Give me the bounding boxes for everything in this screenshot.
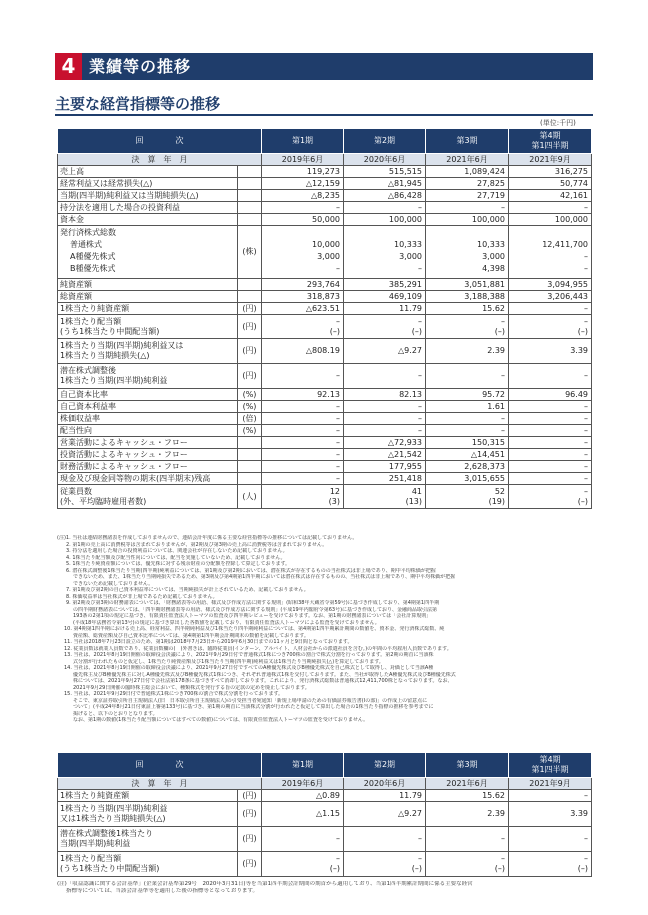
period-4 <box>509 129 592 154</box>
table-cell: △8,235 <box>262 190 344 202</box>
table-cell: (人) <box>238 485 262 509</box>
note-line: 12. 従業員数は就業人員数であり、従業員数欄の( )外書きは、臨時従業員(インターン、アルバイト、人材会社からの派遣社員を含む。)の年間の平均雇用人員数であります。 <box>64 645 452 652</box>
table-row <box>58 291 592 303</box>
table-cell: – <box>426 425 509 437</box>
table-row <box>58 202 592 214</box>
table-cell: 27,719 <box>426 190 509 202</box>
table-cell: 10,000 <box>312 240 340 249</box>
table-cell: 10,333 <box>477 240 505 249</box>
table-row <box>58 449 592 461</box>
table-cell: 469,109 <box>344 291 426 303</box>
table-cell: – <box>262 202 344 214</box>
note-line: 2. 第1期の売上高に消費税等は含まれておりませんが、第2期及び第3期の売上高に消費税等は含まれておりません。 <box>66 541 328 548</box>
period-label: 回 次 <box>58 129 262 154</box>
table-cell: – <box>426 202 509 214</box>
table-cell: B種優先株式 <box>70 264 116 273</box>
notes <box>57 535 593 724</box>
table-cell <box>238 291 262 303</box>
table-cell: △808.19 <box>262 339 344 364</box>
table-cell: – <box>509 473 592 485</box>
note-line: ついて」(平成24年8月21日付東証上審第133号)に基づき、第1期の期首に当該株式分割が行われたと仮定して算出した場合の1株当たり指標の推移を参考までに <box>73 704 434 710</box>
table-cell: △1.15 <box>262 802 344 827</box>
table-cell: 100,000 <box>426 214 509 226</box>
table-cell: 92.13 <box>262 389 344 401</box>
note-line: 5. 1株当たり純資産額については、優先株に対する残余財産の分配額を控除して算定しております。 <box>66 561 291 567</box>
table-cell: 営業活動によるキャッシュ・フロー <box>58 437 238 449</box>
table-cell: (円) <box>238 303 262 315</box>
fiscal-4: 2021年9月 <box>509 778 592 790</box>
note-line: 6. 潜在株式調整後1株当たり当期(四半期)純利益については、第1期及び第2期においては、潜在株式が存在するものの当社株式は非上場であり、期中平均株価が把握 <box>66 567 436 574</box>
table-cell: △81,945 <box>344 178 426 190</box>
table-cell: 持分法を適用した場合の投資利益 <box>58 202 238 214</box>
table-cell: (–) <box>577 496 588 506</box>
note-line: 資産額、総資産額及び自己資本比率については、第4期第1四半期会計期間末の数値を記載しております。 <box>73 632 309 639</box>
table-cell: – <box>584 486 588 496</box>
period-2: 第2期 <box>344 753 426 778</box>
table-cell: (–) <box>494 326 505 336</box>
table-cell: 潜在株式調整後 <box>60 366 116 375</box>
table-cell: 150,315 <box>426 437 509 449</box>
table-cell: 15.62 <box>426 303 509 315</box>
table-cell: 自己資本比率 <box>58 389 238 401</box>
table-cell: – <box>262 473 344 485</box>
section-title: 業績等の推移 <box>89 57 192 76</box>
table-cell: (–) <box>494 864 505 873</box>
subtitle: 主要な経営指標等の推移 <box>55 95 221 113</box>
table-cell: – <box>509 425 592 437</box>
period-1: 第1期 <box>262 129 344 154</box>
table-cell: 3.39 <box>509 339 592 364</box>
table-row-eps <box>58 339 592 364</box>
fiscal-label: 決 算 年 月 <box>58 154 262 166</box>
table-cell: △21,542 <box>344 449 426 461</box>
footnote-line: (注)「収益認識に関する会計基準」(企業会計基準第29号 2020年3月31日)等を当第1四半期会計期間の期首から適用しており、当第1四半期累計期間に係る主要な経営 <box>57 881 473 887</box>
table-cell: 1,089,424 <box>426 166 509 178</box>
table-cell: 27,825 <box>426 178 509 190</box>
table-cell <box>238 178 262 190</box>
note-line: 株については、2021年9月27日付で会社法第178条に基づきすべて消却しております。これにより、発行済株式総数は普通株式12,411,700株となっております。なお、 <box>73 678 453 684</box>
table-cell: 96.49 <box>509 389 592 401</box>
subtitle-underline <box>55 114 593 116</box>
table-cell: – <box>509 413 592 425</box>
table-cell: 318,873 <box>262 291 344 303</box>
table-cell: △12,159 <box>262 178 344 190</box>
note-line: 優先株主及びB種優先株主に対しA種優先株式及びB種優先株式1株につき、それぞれ普通株式1株を交付しております。また、当社が取得したA種優先株式及びB種優先株式 <box>73 671 456 678</box>
note-line: できないため記載しておりません。 <box>73 580 154 587</box>
table-cell: – <box>344 425 426 437</box>
table-cell: 515,515 <box>344 166 426 178</box>
table-cell: 売上高 <box>58 166 238 178</box>
table-cell: 又は1株当たり当期純損失(△) <box>60 814 166 823</box>
table-row-shares <box>58 226 592 279</box>
table-cell: (株) <box>238 226 262 279</box>
table-cell <box>58 485 238 509</box>
table-cell: – <box>262 461 344 473</box>
fiscal-1: 2019年6月 <box>262 778 344 790</box>
table-cell: 2.39 <box>426 802 509 827</box>
table-cell: 第1四半期 <box>531 141 569 150</box>
table-cell: 経常利益又は経常損失(△) <box>58 178 238 190</box>
note-line: 4. 1株当たり配当額及び配当性向については、配当を実施していないため、記載しておりません。 <box>66 554 286 561</box>
table-cell <box>238 437 262 449</box>
table-cell: (うち1株当たり中間配当額) <box>60 864 160 873</box>
table-cell: 1株当たり当期(四半期)純利益 <box>60 376 168 385</box>
table-cell: △14,451 <box>426 449 509 461</box>
table-cell: 1.61 <box>426 401 509 413</box>
table-cell: (円) <box>238 339 262 364</box>
table-cell <box>238 449 262 461</box>
table-cell: – <box>262 364 344 389</box>
table-row <box>58 473 592 485</box>
note-line: (平成18年法務省令第13号)の規定に基づき算出した各数値を記載しており、有限責任監査法人トーマツによる監査を受けておりません。 <box>73 619 380 626</box>
table-cell: – <box>584 264 588 273</box>
table-cell: 95.72 <box>426 389 509 401</box>
table-cell <box>509 852 592 877</box>
table-row <box>58 790 592 802</box>
table-cell: 3,094,955 <box>509 279 592 291</box>
table-cell: 82.13 <box>344 389 426 401</box>
note-line: の四半期財務諸表については、「四半期財務諸表等の用語、様式及び作成方法に関する規則」(平成19年内閣府令第63号)に基づき作成しており、金融商品取引法第 <box>73 606 438 613</box>
table-row-diluted-eps <box>58 827 592 852</box>
table-cell <box>238 473 262 485</box>
table-cell: (–) <box>329 864 340 873</box>
table-cell: △623.51 <box>262 303 344 315</box>
per-share-table <box>57 752 592 877</box>
table-cell: 15.62 <box>426 790 509 802</box>
table-cell: 251,418 <box>344 473 426 485</box>
table-row <box>58 461 592 473</box>
table-cell: – <box>501 854 505 863</box>
note-line: 8. 株価収益率は当社株式が非上場であるため記載しておりません。 <box>66 593 218 600</box>
table-cell: △72,933 <box>344 437 426 449</box>
table-cell: 119,273 <box>262 166 344 178</box>
table-cell: – <box>426 413 509 425</box>
section-number: 4 <box>55 53 82 80</box>
table-cell: 純資産額 <box>58 279 238 291</box>
table-cell: 12,411,700 <box>542 240 588 249</box>
table-cell: 3,206,443 <box>509 291 592 303</box>
note-line: なお、第1期の数値(1株当たり配当額についてはすべての数値)については、有限責任監査法人トーマツの監査を受けておりません。 <box>73 717 369 723</box>
table-cell: 潜在株式調整後1株当たり <box>60 829 154 838</box>
table-cell: – <box>336 316 340 326</box>
note-line: できないため、また、1株当たり当期純損失であるため、第3期及び第4期第1四半期においては潜在株式は存在するものの、当社株式は非上場であり、期中平均株価が把握 <box>73 574 456 580</box>
table-cell: – <box>509 449 592 461</box>
table-cell: 当期(四半期)純利益 <box>60 839 131 848</box>
table-cell: 3,000 <box>317 252 340 261</box>
table-cell: – <box>336 264 340 273</box>
table-cell: 1株当たり純資産額 <box>58 303 238 315</box>
table-cell: 11.79 <box>344 790 426 802</box>
table-header-row <box>58 778 592 790</box>
table-cell: 1株当たり当期(四半期)純利益又は <box>60 341 184 350</box>
table-cell: – <box>584 252 588 261</box>
fiscal-3: 2021年6月 <box>426 154 509 166</box>
table-cell: – <box>344 202 426 214</box>
fiscal-3: 2021年6月 <box>426 778 509 790</box>
table-cell: (13) <box>405 496 422 506</box>
table-cell <box>58 827 238 852</box>
table-cell: (倍) <box>238 413 262 425</box>
table-cell: 2,628,373 <box>426 461 509 473</box>
table-cell: – <box>509 437 592 449</box>
fiscal-2: 2020年6月 <box>344 154 426 166</box>
table-cell: (円) <box>238 315 262 339</box>
note-line: 2021年9月29日開催の臨時株主総会において、種類株式を発行する旨の定款の定めを廃止しております。 <box>73 684 310 691</box>
table-cell: – <box>501 316 505 326</box>
table-cell: – <box>418 854 422 863</box>
table-cell: (%) <box>238 401 262 413</box>
table-row <box>58 413 592 425</box>
table-cell <box>58 852 238 877</box>
table-cell: 3,000 <box>399 252 422 261</box>
table-cell <box>262 485 344 509</box>
table-cell: – <box>344 401 426 413</box>
table-cell <box>238 166 262 178</box>
table-cell: 2.39 <box>426 339 509 364</box>
table-cell: – <box>584 316 588 326</box>
table-row <box>58 389 592 401</box>
footnote-line: 指標等については、当該会計基準等を適用した後の指標等となっております。 <box>66 888 258 894</box>
unit-note: (単位:千円) <box>540 119 576 127</box>
table-cell: 3,051,881 <box>426 279 509 291</box>
table-cell: 第4期 <box>539 755 561 764</box>
table-cell: △86,428 <box>344 190 426 202</box>
table-cell <box>262 226 344 279</box>
note-line: 10. 第4期第1四半期における売上高、経常利益、四半期純利益及び1株当たり四半期純利益については、第4期第1四半期累計期間の数値を、資本金、発行済株式総数、純 <box>64 626 445 632</box>
table-cell: – <box>344 827 426 852</box>
table-cell: 自己資本利益率 <box>58 401 238 413</box>
table-cell <box>426 852 509 877</box>
table-cell: 1株当たり当期(四半期)純利益 <box>60 804 168 813</box>
table-cell: 3,188,388 <box>426 291 509 303</box>
table-cell: (円) <box>238 790 262 802</box>
table-cell: (–) <box>411 326 422 336</box>
table-cell: – <box>336 854 340 863</box>
table-row <box>58 401 592 413</box>
note-line: 3. 持分法を適用した場合の投資利益については、関連会社が存在しないため記載しておりません。 <box>66 548 288 554</box>
table-cell: (円) <box>238 364 262 389</box>
table-cell <box>344 852 426 877</box>
table-header-row <box>58 753 592 778</box>
table-row <box>58 166 592 178</box>
table-cell: (19) <box>488 496 505 506</box>
table-cell <box>426 315 509 339</box>
section-header <box>55 53 593 80</box>
table-cell <box>262 315 344 339</box>
table-cell: (円) <box>238 802 262 827</box>
table-row-dividend <box>58 315 592 339</box>
table-cell: – <box>262 401 344 413</box>
table-cell <box>509 226 592 279</box>
table-cell <box>509 315 592 339</box>
table-cell: △0.89 <box>262 790 344 802</box>
indicators-table <box>57 128 592 509</box>
table-cell: – <box>262 437 344 449</box>
table-cell: 42,161 <box>509 190 592 202</box>
table-cell: (外、平均臨時雇用者数) <box>60 496 147 506</box>
note-line: 掲げると、以下のとおりとなります。 <box>73 710 158 717</box>
table-cell: (うち1株当たり中間配当額) <box>60 326 160 336</box>
table-cell: 100,000 <box>344 214 426 226</box>
note-line: 式分割が行われたものと仮定し、1株当たり純資産額及び1株当たり当期(四半期)純利益又は1株当たり当期純損失(△)を算定しております。 <box>73 658 384 665</box>
table-row-dividend <box>58 852 592 877</box>
table-cell: – <box>509 827 592 852</box>
table-cell: 配当性向 <box>58 425 238 437</box>
table-cell: 100,000 <box>509 214 592 226</box>
table-cell <box>238 214 262 226</box>
table-cell <box>426 226 509 279</box>
table-cell: 50,774 <box>509 178 592 190</box>
note-line: 11. 当社は2018年7月23日設立のため、第1期は2018年7月23日から2019年6月30日までの11ヶ月と9日間となっております。 <box>64 639 353 645</box>
table-cell: 普通株式 <box>70 240 102 249</box>
table-cell: 第4期 <box>539 131 561 140</box>
table-cell: – <box>509 303 592 315</box>
period-1: 第1期 <box>262 753 344 778</box>
table-cell <box>344 485 426 509</box>
table-cell <box>58 315 238 339</box>
note-line: 13. 当社は、2021年8月19日開催の取締役会決議により、2021年9月29日付で普通株式1株につき700株の割合で株式分割を行っております。第2期の期首に当該株 <box>64 652 434 658</box>
table-row <box>58 425 592 437</box>
table-cell <box>509 485 592 509</box>
table-row <box>58 190 592 202</box>
table-row <box>58 214 592 226</box>
table-cell: (%) <box>238 389 262 401</box>
table-cell: 293,764 <box>262 279 344 291</box>
table-header-row <box>58 154 592 166</box>
table-cell: (%) <box>238 425 262 437</box>
table-cell: (3) <box>328 496 340 506</box>
table-cell: 総資産額 <box>58 291 238 303</box>
table-cell: 12 <box>329 486 340 496</box>
table-cell: – <box>344 413 426 425</box>
table-row <box>58 303 592 315</box>
table-cell <box>238 279 262 291</box>
table-cell: A種優先株式 <box>70 252 116 261</box>
table-cell: – <box>426 364 509 389</box>
table-cell: – <box>509 790 592 802</box>
table-cell: – <box>344 364 426 389</box>
fiscal-4: 2021年9月 <box>509 154 592 166</box>
table-cell: – <box>262 413 344 425</box>
table-cell: 3.39 <box>509 802 592 827</box>
period-4 <box>509 753 592 778</box>
table-cell: (–) <box>329 326 340 336</box>
table-cell: 52 <box>494 486 505 496</box>
footnote <box>57 881 593 895</box>
table-cell: 投資活動によるキャッシュ・フロー <box>58 449 238 461</box>
table-cell: – <box>262 827 344 852</box>
period-3: 第3期 <box>426 753 509 778</box>
table-cell: – <box>262 449 344 461</box>
table-cell: 発行済株式総数 <box>60 228 116 237</box>
period-3: 第3期 <box>426 129 509 154</box>
table-cell: 当期(四半期)純利益又は当期純損失(△) <box>58 190 238 202</box>
table-cell: 10,333 <box>394 240 422 249</box>
table-cell: 従業員数 <box>60 486 92 496</box>
table-row-eps <box>58 802 592 827</box>
table-cell <box>58 802 238 827</box>
table-cell <box>238 202 262 214</box>
note-line: 15. 当社は、2021年9月29日付で普通株式1株につき700株の割合で株式分割を行っております。 <box>64 691 284 697</box>
table-cell: 316,275 <box>509 166 592 178</box>
table-cell: 177,955 <box>344 461 426 473</box>
table-cell: – <box>509 461 592 473</box>
table-cell <box>238 190 262 202</box>
table-cell: – <box>584 854 588 863</box>
table-cell: (–) <box>577 326 588 336</box>
table-cell: 50,000 <box>262 214 344 226</box>
table-row-employees <box>58 485 592 509</box>
table-cell: – <box>426 827 509 852</box>
table-cell: – <box>509 202 592 214</box>
table-cell: – <box>509 364 592 389</box>
table-cell: 11.79 <box>344 303 426 315</box>
table-cell: (円) <box>238 852 262 877</box>
table-cell: 第1四半期 <box>531 765 569 774</box>
table-cell: – <box>509 401 592 413</box>
table-cell <box>58 364 238 389</box>
table-cell: 385,291 <box>344 279 426 291</box>
table-cell: – <box>418 316 422 326</box>
table-cell: △9.27 <box>344 802 426 827</box>
table-cell <box>58 339 238 364</box>
note-line: 9. 第2期及び第3期の財務諸表については、「財務諸表等の用語、様式及び作成方法に関する規則」(昭和38年大蔵省令第59号)に基づき作成しており、第4期第1四半期 <box>66 600 440 606</box>
fiscal-2: 2020年6月 <box>344 778 426 790</box>
period-label: 回 次 <box>58 753 262 778</box>
table-row <box>58 279 592 291</box>
table-row <box>58 178 592 190</box>
table-cell: – <box>418 264 422 273</box>
note-line: そこで、東京証券取引所自主規制法人(旧 日本取引所自主規制法人)の引受担当者宛通知「新規上場申請のための有価証券報告書(Ⅰの部)」の作成上の留意点に <box>73 697 428 704</box>
table-cell: 1株当たり配当額 <box>60 316 122 326</box>
table-cell: (–) <box>577 864 588 873</box>
fiscal-1: 2019年6月 <box>262 154 344 166</box>
table-cell: 株価収益率 <box>58 413 238 425</box>
table-cell: – <box>262 425 344 437</box>
table-cell: 1株当たり純資産額 <box>58 790 238 802</box>
fiscal-label: 決 算 年 月 <box>58 778 262 790</box>
table-cell: 4,398 <box>482 264 505 273</box>
note-line: 7. 第1期及び第2期の自己資本利益率については、当期純損失が計上されているため、記載しておりません。 <box>66 587 309 593</box>
table-cell: △9.27 <box>344 339 426 364</box>
table-cell: 資本金 <box>58 214 238 226</box>
table-header-row <box>58 129 592 154</box>
table-cell: 現金及び現金同等物の期末(四半期末)残高 <box>58 473 238 485</box>
table-cell <box>426 485 509 509</box>
table-cell: 3,015,655 <box>426 473 509 485</box>
note-line: 193条の2第1項の規定に基づき、有限責任監査法人トーマツの監査及び四半期レビューを受けております。なお、第1期の財務諸表については「会社計算規則」 <box>73 613 432 619</box>
table-cell <box>344 315 426 339</box>
table-cell <box>238 461 262 473</box>
table-cell: (–) <box>411 864 422 873</box>
table-cell: (円) <box>238 827 262 852</box>
table-cell: 3,000 <box>482 252 505 261</box>
table-row <box>58 437 592 449</box>
table-row-diluted-eps <box>58 364 592 389</box>
note-line: 14. 当社は、2021年8月19日開催の取締役会決議により、2021年9月27日付ですべてのA種優先株式及びB種優先株式を自己株式として取得し、対価として当該A種 <box>64 665 434 671</box>
table-cell <box>58 226 238 279</box>
period-2: 第2期 <box>344 129 426 154</box>
table-cell: 1株当たり配当額 <box>60 854 122 863</box>
table-cell: 1株当たり当期純損失(△) <box>60 351 150 360</box>
table-cell: 財務活動によるキャッシュ・フロー <box>58 461 238 473</box>
table-cell <box>262 852 344 877</box>
note-line: (注)1. 当社は連結財務諸表を作成しておりませんので、連結会計年度に係る主要な経営指標等の推移については記載しておりません。 <box>57 535 358 541</box>
table-cell <box>344 226 426 279</box>
table-cell: 41 <box>411 486 422 496</box>
